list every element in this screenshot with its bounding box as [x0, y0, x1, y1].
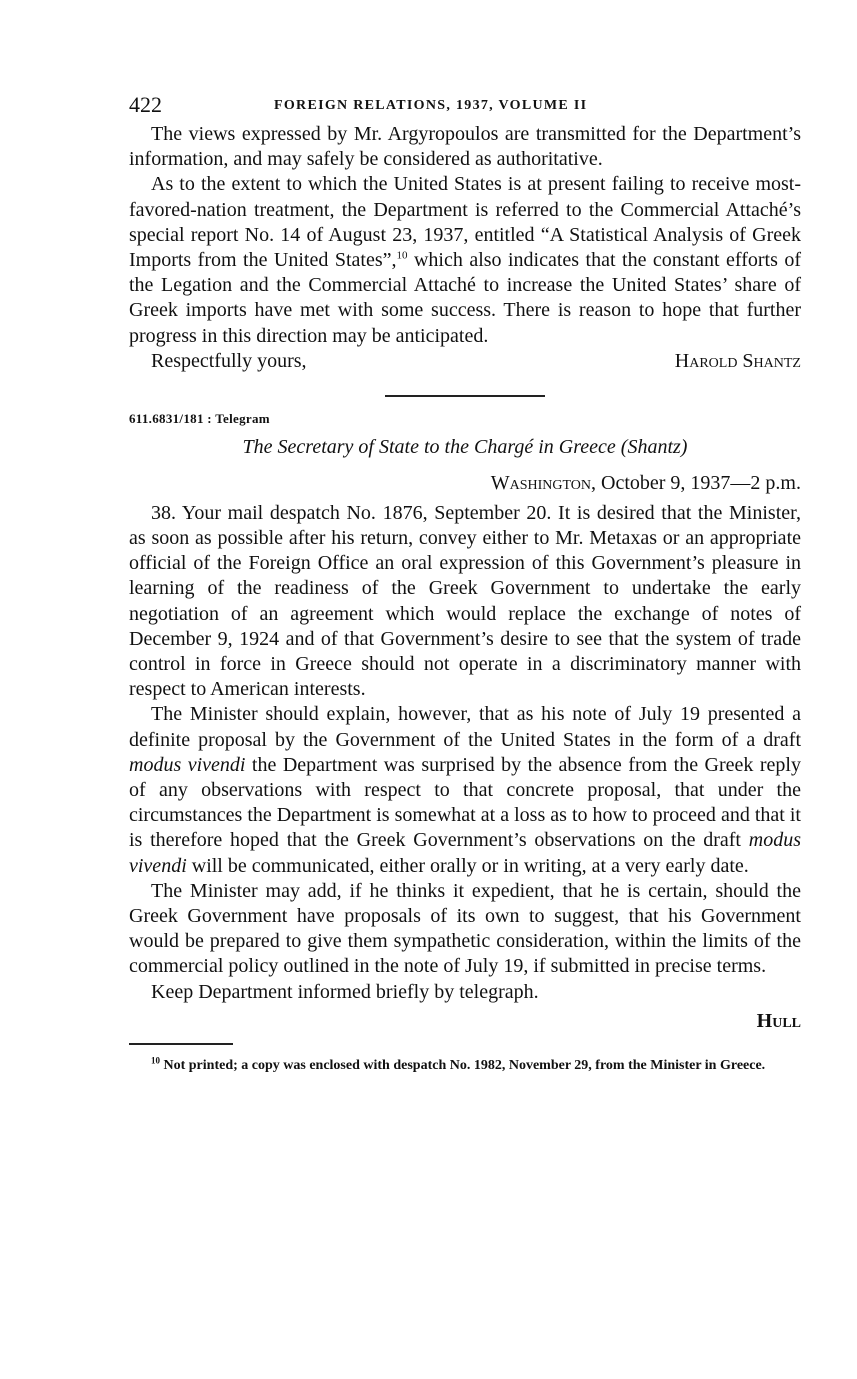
telegram-signature: Hull — [756, 1009, 801, 1032]
file-number: 611.6831/181 : Telegram — [129, 410, 270, 426]
telegram-paragraph-2-text-c: will be communicated, either orally or in writing, at a very early date. — [186, 854, 749, 877]
running-title: FOREIGN RELATIONS, 1937, VOLUME II — [274, 98, 588, 113]
footnote-text: Not printed; a copy was enclosed with despatch No. 1982, November 29, from the Minister in Greece. — [160, 1057, 766, 1073]
letter-paragraph-2 — [129, 172, 801, 348]
footnote-reference: 10 — [396, 249, 408, 262]
closing-phrase: Respectfully yours, — [151, 349, 307, 372]
letter-paragraph-2-text-a: As to the extent to which the United States is at present failing to receive most-favored-nation treatment, the Department is referred to the Commercial Attaché’s special report No. 14 of August 23, 1937, entitled “A Statistical Analysis of Greek Imports from the United States”, — [129, 173, 801, 272]
footnote-marker: 10 — [151, 1055, 160, 1066]
telegram-paragraph-2-text-b: the Department was surprised by the absence from the Greek reply of any observations with respect to that concrete proposal, that under the circumstances the Department is somewhat at a loss as to how to proceed and that it is therefore hoped that the Greek Government’s observations on the draft — [129, 753, 801, 852]
letter-signer: Harold Shantz — [674, 349, 801, 372]
dateline-place: Washington, — [490, 471, 597, 494]
footnote-divider — [129, 1043, 233, 1045]
telegram-paragraph-4: Keep Department informed briefly by telegraph. — [151, 980, 539, 1003]
page-number: 422 — [129, 92, 162, 117]
running-head — [129, 92, 801, 122]
telegram-paragraph-2 — [129, 702, 801, 878]
dateline-date: October 9, 1937—2 p.m. — [596, 471, 801, 494]
document-title: The Secretary of State to the Chargé in Greece (Shantz) — [242, 435, 688, 458]
italic-term: modus vivendi — [129, 753, 246, 776]
italic-term: modus vivendi — [129, 829, 801, 877]
footnote — [129, 1057, 801, 1074]
telegram-paragraph-1: 38. Your mail despatch No. 1876, September 20. It is desired that the Minister, as soon as possible after his return, convey either to Mr. Metaxas or an appropriate official of the Foreign Office an oral expression of this Government’s pleasure in learning of the readiness of the Greek Government to undertake the early negotiation of an agreement which would replace the exchange of notes of December 9, 1924 and of that Government’s desire to see that the system of trade control in force in Greece should not operate in a discriminatory manner with respect to American interests. — [129, 501, 801, 701]
section-divider — [385, 395, 545, 397]
letter-closing — [129, 349, 801, 375]
telegram-paragraph-3: The Minister may add, if he thinks it expedient, that he is certain, should the Greek Government have proposals of its own to suggest, that his Government would be prepared to give them sympathetic consideration, within the limits of the commercial policy outlined in the note of July 19, if submitted in precise terms. — [129, 879, 801, 978]
document-page — [129, 92, 801, 1074]
telegram-paragraph-2-text-a: The Minister should explain, however, that as his note of July 19 presented a definite proposal by the Government of the United States in the form of a draft — [129, 703, 801, 751]
letter-paragraph-2-text-b: which also indicates that the constant efforts of the Legation and the Commercial Attaché to increase the United States’ share of Greek imports have met with some success. There is reason to hope that further progress in this direction may be anticipated. — [129, 249, 801, 347]
letter-paragraph-1: The views expressed by Mr. Argyropoulos are transmitted for the Department’s information, and may safely be considered as authoritative. — [129, 123, 801, 171]
dateline — [129, 469, 801, 497]
